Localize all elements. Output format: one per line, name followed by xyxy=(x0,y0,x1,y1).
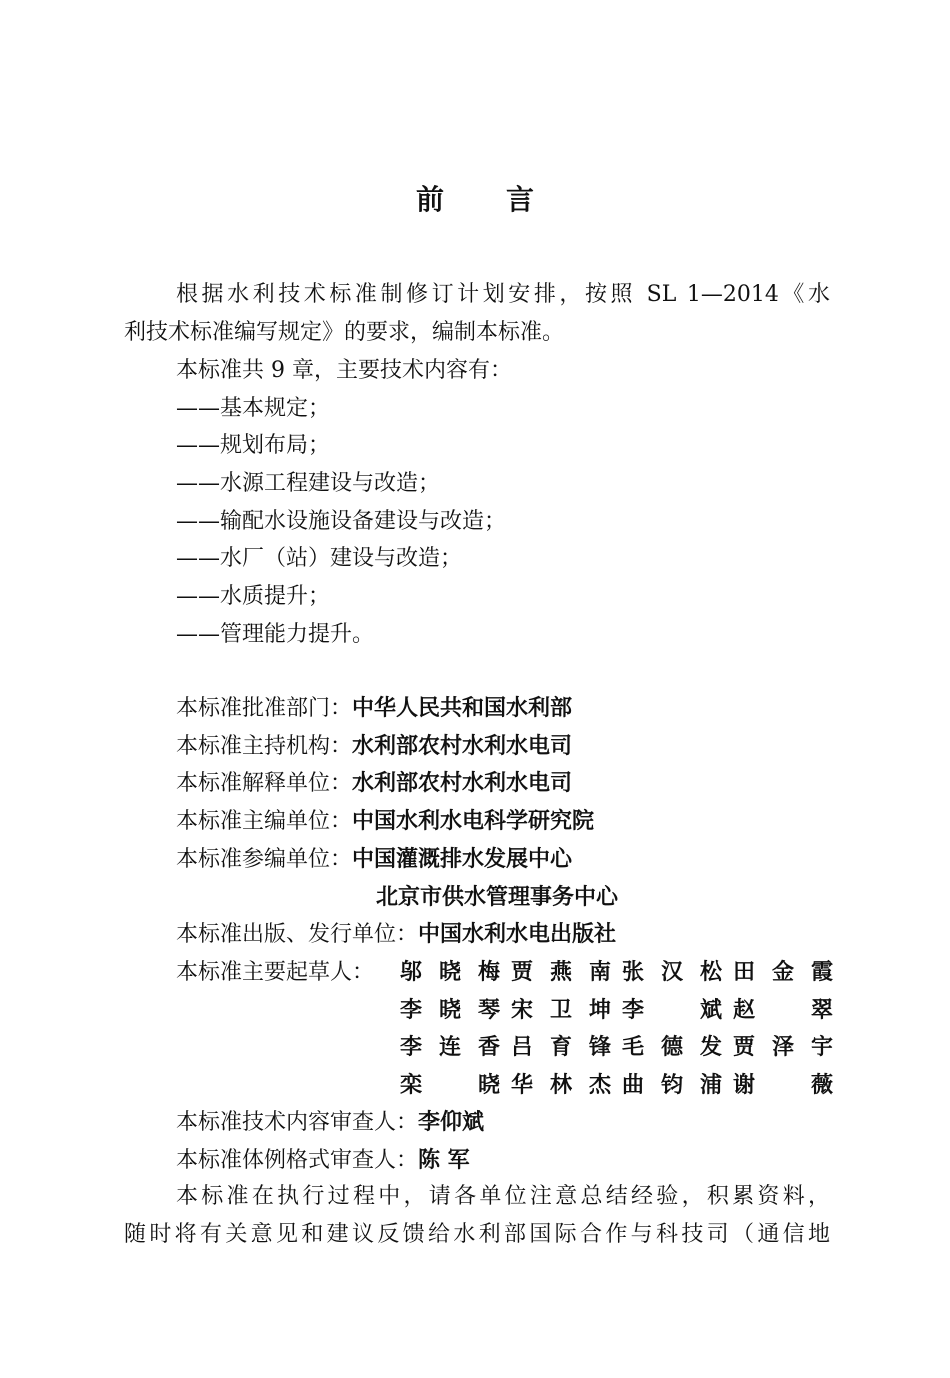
publisher-value: 中国水利水电出版社 xyxy=(418,922,617,947)
chapter-item: ——输配水设施设备建设与改造； xyxy=(176,509,507,534)
chapter-item: ——基本规定； xyxy=(176,396,331,421)
publisher-row xyxy=(176,916,616,954)
drafter-name: 吕育锋 xyxy=(511,1035,611,1060)
drafter-name: 华林杰 xyxy=(511,1073,611,1098)
chief-row xyxy=(176,803,594,841)
chief-value: 中国水利水电科学研究院 xyxy=(352,809,595,834)
intro-line-2: 利技术标准编写规定》的要求，编制本标准。 xyxy=(124,320,565,345)
drafter-name: 贾燕南 xyxy=(511,960,611,985)
chapter-item: ——水质提升； xyxy=(176,584,331,609)
drafter-name: 贾泽宇 xyxy=(733,1035,833,1060)
participating-value-2: 北京市供水管理事务中心 xyxy=(376,885,619,910)
closing-line-1: 本标准在执行过程中，请各单位注意总结经验，积累资料， xyxy=(176,1184,830,1209)
chapter-item: ——水源工程建设与改造； xyxy=(176,471,441,496)
format-reviewer-value: 陈 军 xyxy=(418,1148,470,1173)
drafter-name: 栾 晓 xyxy=(400,1073,500,1098)
drafter-name: 赵 翠 xyxy=(733,998,833,1023)
chief-label: 本标准主编单位： xyxy=(176,809,353,834)
participating-label: 本标准参编单位： xyxy=(176,847,353,872)
intro-paragraph xyxy=(124,276,830,352)
tech-reviewer-value: 李仰斌 xyxy=(418,1110,485,1135)
format-reviewer-label: 本标准体例格式审查人： xyxy=(176,1148,419,1173)
drafters-row xyxy=(400,1067,833,1105)
chapters-intro: 本标准共 9 章，主要技术内容有： xyxy=(176,358,512,383)
page-title: 前言 xyxy=(415,183,596,216)
tech-reviewer-label: 本标准技术内容审查人： xyxy=(176,1110,419,1135)
publisher-label: 本标准出版、发行单位： xyxy=(176,922,419,947)
drafter-name: 李晓琴 xyxy=(400,998,500,1023)
interp-label: 本标准解释单位： xyxy=(176,771,353,796)
drafter-name: 田金霞 xyxy=(733,960,833,985)
approval-value: 中华人民共和国水利部 xyxy=(352,696,573,721)
drafter-name: 邬晓梅 xyxy=(400,960,500,985)
interp-row xyxy=(176,765,572,803)
format-reviewer-row xyxy=(176,1142,470,1180)
drafters-row xyxy=(400,992,833,1030)
tech-reviewer-row xyxy=(176,1104,484,1142)
drafter-name: 毛德发 xyxy=(622,1035,722,1060)
drafter-name: 张汉松 xyxy=(622,960,722,985)
drafter-name: 李连香 xyxy=(400,1035,500,1060)
drafter-name: 谢 薇 xyxy=(733,1073,833,1098)
drafters-row xyxy=(400,954,833,992)
approval-label: 本标准批准部门： xyxy=(176,696,353,721)
host-label: 本标准主持机构： xyxy=(176,734,353,759)
chapter-item: ——水厂（站）建设与改造； xyxy=(176,546,463,571)
host-row xyxy=(176,728,572,766)
chapter-item: ——规划布局； xyxy=(176,433,331,458)
drafter-name: 宋卫坤 xyxy=(511,998,611,1023)
drafters-label: 本标准主要起草人： xyxy=(176,960,375,985)
participating-value-1: 中国灌溉排水发展中心 xyxy=(352,847,573,872)
drafter-name: 李 斌 xyxy=(622,998,722,1023)
chapter-item: ——管理能力提升。 xyxy=(176,622,375,647)
approval-row xyxy=(176,690,572,728)
closing-paragraph xyxy=(124,1178,830,1254)
drafter-name: 曲钧浦 xyxy=(622,1073,722,1098)
participating-row xyxy=(176,841,572,879)
host-value: 水利部农村水利水电司 xyxy=(352,734,573,759)
closing-line-2: 随时将有关意见和建议反馈给水利部国际合作与科技司（通信地 xyxy=(124,1222,830,1247)
interp-value: 水利部农村水利水电司 xyxy=(352,771,573,796)
intro-line-1: 根据水利技术标准制修订计划安排，按照 SL 1—2014《水 xyxy=(176,282,830,307)
drafters-row xyxy=(400,1029,833,1067)
